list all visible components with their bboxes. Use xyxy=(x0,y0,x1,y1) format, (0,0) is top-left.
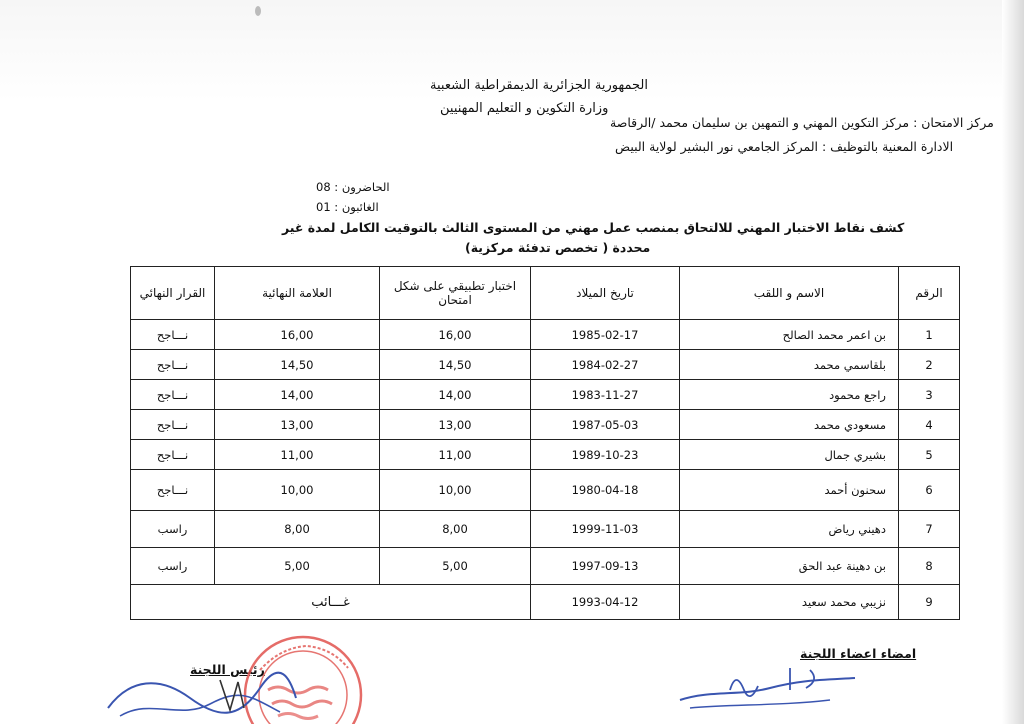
header-final-mark: العلامة النهائية xyxy=(215,267,380,320)
table-row xyxy=(131,511,960,548)
republic-title: الجمهورية الجزائرية الديمقراطية الشعبية xyxy=(430,78,648,93)
row-number: 8 xyxy=(899,548,960,585)
row-name: راجع محمود xyxy=(680,380,899,410)
row-decision: نـــاجح xyxy=(131,380,215,410)
row-name: سحنون أحمد xyxy=(680,470,899,511)
table-row xyxy=(131,470,960,511)
row-practical: 13,00 xyxy=(380,410,531,440)
row-practical: 16,00 xyxy=(380,320,531,350)
row-number: 7 xyxy=(899,511,960,548)
row-decision: نـــاجح xyxy=(131,320,215,350)
row-dob: 1997-09-13 xyxy=(531,548,680,585)
row-decision: نـــاجح xyxy=(131,440,215,470)
row-final-mark: 14,50 xyxy=(215,350,380,380)
table-row xyxy=(131,350,960,380)
row-name: نزيبي محمد سعيد xyxy=(680,585,899,620)
table-row xyxy=(131,440,960,470)
table-header-row xyxy=(131,267,960,320)
row-final-mark: 16,00 xyxy=(215,320,380,350)
row-name: بشيري جمال xyxy=(680,440,899,470)
row-number: 9 xyxy=(899,585,960,620)
document-title-line1: كشف نقاط الاختبار المهني للالتحاق بمنصب عمل مهني من المستوى الثالث بالتوقيت الكامل لمدة غير xyxy=(282,220,905,235)
ministry-title: وزارة التكوين و التعليم المهنيين xyxy=(440,101,609,116)
row-dob: 1983-11-27 xyxy=(531,380,680,410)
row-decision: نـــاجح xyxy=(131,410,215,440)
row-practical: 14,00 xyxy=(380,380,531,410)
header-decision: القرار النهائي xyxy=(131,267,215,320)
row-dob: 1999-11-03 xyxy=(531,511,680,548)
member-signature xyxy=(670,660,870,720)
row-decision: راسب xyxy=(131,548,215,585)
row-final-mark: 10,00 xyxy=(215,470,380,511)
row-dob: 1980-04-18 xyxy=(531,470,680,511)
row-name: مسعودي محمد xyxy=(680,410,899,440)
row-final-mark: 5,00 xyxy=(215,548,380,585)
row-name: بن اعمر محمد الصالح xyxy=(680,320,899,350)
results-table xyxy=(130,266,960,620)
page-edge-shadow xyxy=(1002,0,1024,724)
row-name: بن دهينة عبد الحق xyxy=(680,548,899,585)
row-final-mark: 8,00 xyxy=(215,511,380,548)
row-name: دهيني رياض xyxy=(680,511,899,548)
committee-president-label: رئيس اللجنة xyxy=(190,662,265,677)
table-row xyxy=(131,548,960,585)
row-practical: 10,00 xyxy=(380,470,531,511)
header-name: الاسم و اللقب xyxy=(680,267,899,320)
row-decision: راسب xyxy=(131,511,215,548)
row-absent: غـــائب xyxy=(131,585,531,620)
row-practical: 8,00 xyxy=(380,511,531,548)
row-name: بلقاسمي محمد xyxy=(680,350,899,380)
row-final-mark: 14,00 xyxy=(215,380,380,410)
row-number: 5 xyxy=(899,440,960,470)
row-number: 3 xyxy=(899,380,960,410)
row-practical: 11,00 xyxy=(380,440,531,470)
header-practical: اختبار تطبيقي على شكل امتحان xyxy=(380,267,531,320)
header-number: الرقم xyxy=(899,267,960,320)
row-number: 4 xyxy=(899,410,960,440)
row-final-mark: 13,00 xyxy=(215,410,380,440)
row-number: 2 xyxy=(899,350,960,380)
document-title-line2: محددة ( تخصص تدفئة مركزية) xyxy=(465,240,651,255)
row-final-mark: 11,00 xyxy=(215,440,380,470)
administration-line: الادارة المعنية بالتوظيف : المركز الجامعي نور البشير لولاية البيض xyxy=(615,139,954,154)
table-row xyxy=(131,410,960,440)
row-dob: 1985-02-17 xyxy=(531,320,680,350)
row-number: 1 xyxy=(899,320,960,350)
row-dob: 1993-04-12 xyxy=(531,585,680,620)
row-dob: 1989-10-23 xyxy=(531,440,680,470)
president-signature xyxy=(100,668,300,724)
table-row xyxy=(131,320,960,350)
committee-members-label: امضاء اعضاء اللجنة xyxy=(800,646,917,661)
header-dob: تاريخ الميلاد xyxy=(531,267,680,320)
row-number: 6 xyxy=(899,470,960,511)
row-practical: 14,50 xyxy=(380,350,531,380)
table-row xyxy=(131,585,960,620)
row-practical: 5,00 xyxy=(380,548,531,585)
present-count: الحاضرون : 08 xyxy=(316,180,390,194)
exam-center-line: مركز الامتحان : مركز التكوين المهني و التمهين بن سليمان محمد /الرقاصة xyxy=(610,115,994,130)
row-dob: 1987-05-03 xyxy=(531,410,680,440)
row-decision: نـــاجح xyxy=(131,470,215,511)
absent-count: الغائبون : 01 xyxy=(316,200,379,214)
table-row xyxy=(131,380,960,410)
row-decision: نـــاجح xyxy=(131,350,215,380)
row-dob: 1984-02-27 xyxy=(531,350,680,380)
paper-speck xyxy=(255,6,261,16)
